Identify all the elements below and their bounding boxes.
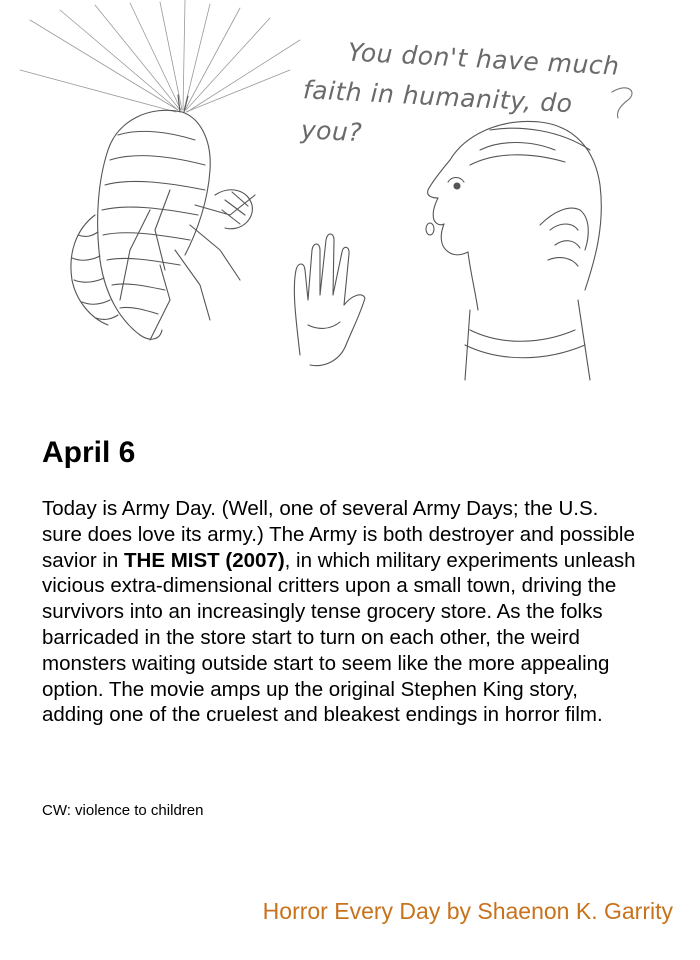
content-warning: CW: violence to children xyxy=(42,802,204,819)
speech-text xyxy=(300,30,640,150)
body-text-part-1: Today is Army Day. (Well, one of several Army Days; the U.S. sure does love its army.) The Army is both destroyer and possible savior in xyxy=(42,497,635,572)
insect-creature xyxy=(71,95,255,340)
entry-title: April 6 xyxy=(42,436,136,469)
entry-body xyxy=(42,496,642,728)
movie-title: THE MIST (2007) xyxy=(124,548,285,572)
body-text-part-2: , in which military experiments unleash vicious extra-dimensional critters upon a small town, driving the survivors into an increasingly tense grocery store. As the folks barricaded in the store start to turn on each other, the weird monsters waiting outside start to seem like the more appealing option. The movie amps up the original Stephen King story, adding one of the cruelest and bleakest endings in horror film. xyxy=(42,548,636,727)
author-credit: Horror Every Day by Shaenon K. Garrity xyxy=(262,898,673,924)
speech-line-2: faith in humanity, do you? xyxy=(300,75,574,148)
speech-line-1: You don't have much xyxy=(347,37,621,81)
creature-tendrils xyxy=(20,0,300,112)
raised-hand xyxy=(294,234,365,366)
